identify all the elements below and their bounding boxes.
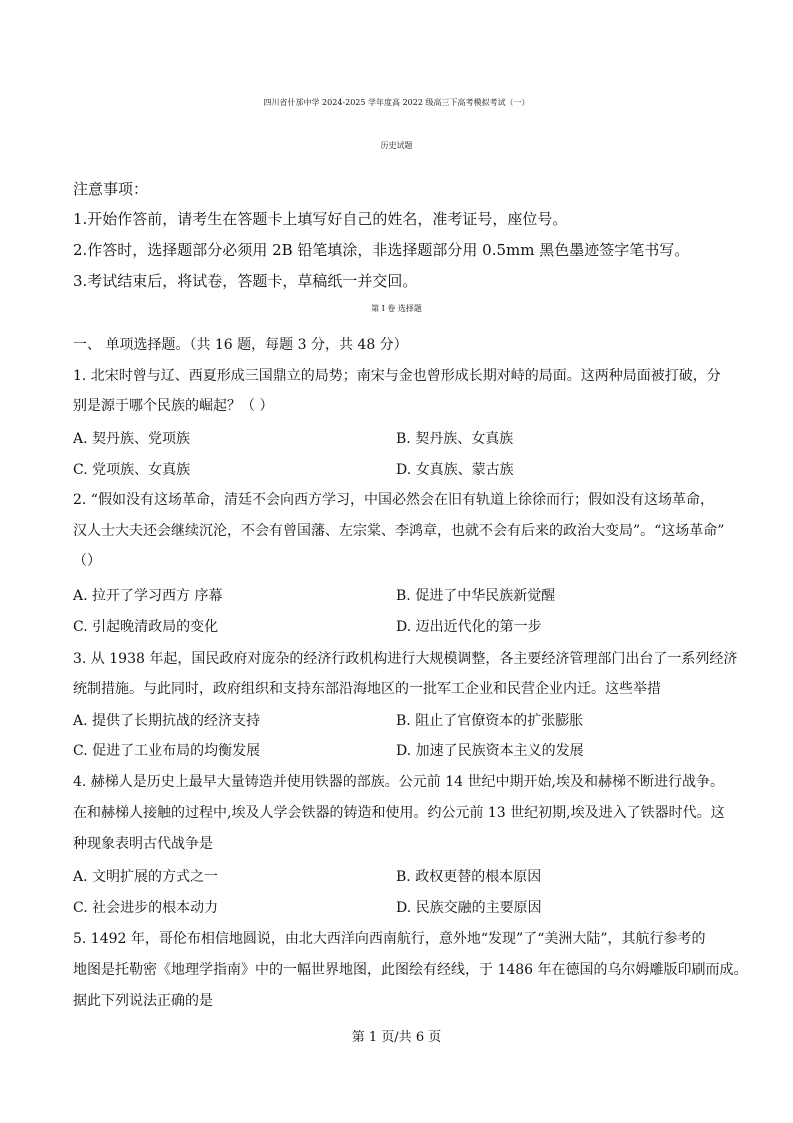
question-4-stem-line-1: 4. 赫梯人是历史上最早大量铸造并使用铁器的部族。公元前 14 世纪中期开始,埃及和赫梯不断进行战争。	[73, 774, 724, 790]
question-3-option-a: A. 提供了长期抗战的经济支持	[73, 713, 261, 729]
question-1-option-c: C. 党项族、女真族	[73, 462, 191, 478]
question-4-option-b: B. 政权更替的根本原因	[396, 869, 542, 885]
question-2-stem-line-2: 汉人士大夫还会继续沉沦，不会有曾国藩、左宗棠、李鸿章，也就不会有后来的政治大变局”。“这场革命”	[73, 523, 725, 539]
part-title: 一、 单项选择题。（共 16 题，每题 3 分，共 48 分）	[73, 337, 408, 353]
question-3-option-d: D. 加速了民族资本主义的发展	[396, 743, 584, 759]
question-3-option-c: C. 促进了工业布局的均衡发展	[73, 743, 261, 759]
question-5-stem-line-3: 据此下列说法正确的是	[73, 993, 213, 1009]
question-4-stem-line-2: 在和赫梯人接触的过程中,埃及人学会铁器的铸造和使用。约公元前 13 世纪初期,埃及进入了铁器时代。这	[73, 805, 725, 821]
question-3-stem-line-2: 统制措施。与此同时，政府组织和支持东部沿海地区的一批军工企业和民营企业内迁。这些举措	[73, 681, 661, 697]
volume-title: 第 I 卷 选择题	[371, 304, 422, 313]
question-1-option-b: B. 契丹族、女真族	[396, 431, 514, 447]
question-4-option-c: C. 社会进步的根本动力	[73, 900, 219, 916]
question-2-option-c: C. 引起晚清政局的变化	[73, 619, 219, 635]
question-4-stem-line-3: 种现象表明古代战争是	[73, 836, 213, 852]
question-1-option-d: D. 女真族、蒙古族	[396, 462, 514, 478]
notice-heading: 注意事项：	[73, 180, 149, 198]
question-2-stem-line-3: （）	[73, 553, 101, 569]
question-4-option-a: A. 文明扩展的方式之一	[73, 869, 219, 885]
question-5-stem-line-1: 5. 1492 年，哥伦布相信地圆说，由北大西洋向西南航行，意外地“发现”了“美洲大陆”，其航行参考的	[73, 931, 706, 947]
question-4-option-d: D. 民族交融的主要原因	[396, 900, 542, 916]
exam-title: 四川省什邡中学 2024-2025 学年度高 2022 级高三下高考模拟考试（一）	[263, 98, 530, 107]
subject-title: 历史试题	[380, 141, 413, 150]
question-1-stem-line-2: 别是源于哪个民族的崛起？（ ）	[73, 398, 274, 414]
notice-item-3: 3.考试结束后，将试卷，答题卡，草稿纸一并交回。	[73, 272, 418, 290]
question-3-stem-line-1: 3. 从 1938 年起，国民政府对庞杂的经济行政机构进行大规模调整，各主要经济管理部门出台了一系列经济	[73, 651, 738, 667]
question-2-option-a: A. 拉开了学习西方 序幕	[73, 588, 223, 604]
question-2-stem-line-1: 2. “假如没有这场革命，清廷不会向西方学习，中国必然会在旧有轨道上徐徐而行；假如没有这场革命，	[73, 492, 714, 508]
question-2-option-b: B. 促进了中华民族新觉醒	[396, 588, 556, 604]
question-3-option-b: B. 阻止了官僚资本的扩张膨胀	[396, 713, 584, 729]
question-1-stem-line-1: 1. 北宋时曾与辽、西夏形成三国鼎立的局势；南宋与金也曾形成长期对峙的局面。这两种局面被打破，分	[73, 368, 721, 384]
notice-item-1: 1.开始作答前，请考生在答题卡上填写好自己的姓名，准考证号，座位号。	[73, 210, 568, 228]
question-2-option-d: D. 迈出近代化的第一步	[396, 619, 542, 635]
question-5-stem-line-2: 地图是托勒密《地理学指南》中的一幅世界地图，此图绘有经线，于 1486 年在德国的乌尔姆雕版印刷而成。	[73, 962, 748, 978]
notice-item-2: 2.作答时，选择题部分必须用 2B 铅笔填涂，非选择题部分用 0.5mm 黑色墨迹签字笔书写。	[73, 241, 690, 259]
page-number: 第 1 页/共 6 页	[351, 1030, 442, 1045]
question-1-option-a: A. 契丹族、党项族	[73, 431, 191, 447]
